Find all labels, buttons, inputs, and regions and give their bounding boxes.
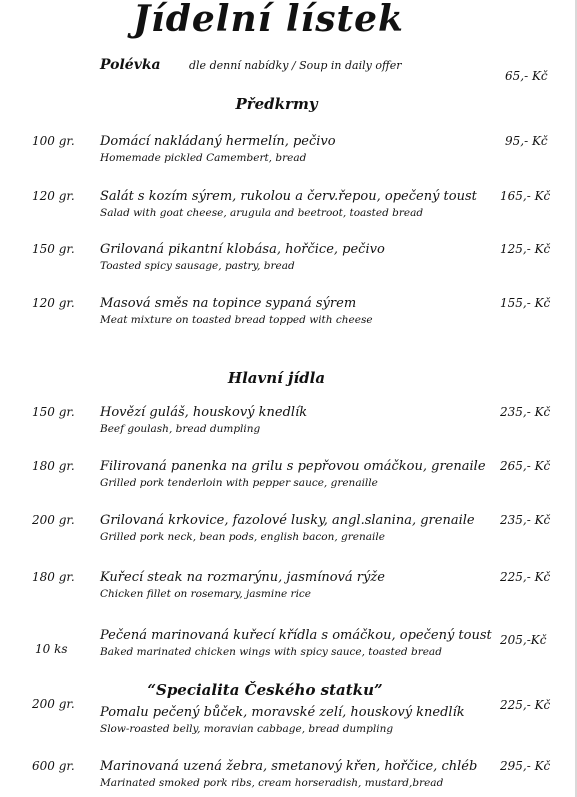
soup-label: Polévka [100, 57, 161, 73]
item-price: 165,- Kč [500, 189, 551, 203]
item-price: 265,- Kč [500, 459, 551, 473]
item-quantity: 180 gr. [32, 459, 75, 473]
item-quantity: 150 gr. [32, 405, 75, 419]
item-name-en: Grilled pork neck, bean pods, english bacon, grenaile [100, 531, 385, 543]
item-quantity: 100 gr. [32, 134, 75, 148]
menu-title: Jídelní lístek [133, 0, 404, 40]
item-name-cz: Masová směs na topince sypaná sýrem [100, 296, 357, 311]
item-price: 155,- Kč [500, 296, 551, 310]
item-name-cz: Salát s kozím sýrem, rukolou a červ.řepou, opečený toust [100, 189, 477, 204]
menu-item [0, 628, 577, 662]
item-quantity: 600 gr. [32, 759, 75, 773]
item-name-cz: Hovězí guláš, houskový knedlík [100, 405, 308, 420]
item-name-en: Chicken fillet on rosemary, jasmine rice [100, 588, 312, 600]
item-name-cz: Pomalu pečený bůček, moravské zelí, houskový knedlík [100, 705, 465, 720]
item-name-cz: Pečená marinovaná kuřecí křídla s omáčkou, opečený toust [100, 628, 492, 643]
item-name-en: Marinated smoked pork ribs, cream horseradish, mustard,bread [100, 777, 444, 789]
item-name-cz: Kuřecí steak na rozmarýnu, jasmínová rýže [100, 570, 385, 585]
item-quantity: 200 gr. [32, 697, 75, 711]
item-quantity: 150 gr. [32, 242, 75, 256]
soup-description: dle denní nabídky / Soup in daily offer [189, 59, 402, 72]
item-name-cz: Filirovaná panenka na grilu s pepřovou omáčkou, grenaile [100, 459, 486, 474]
menu-item [0, 513, 577, 547]
item-quantity: 120 gr. [32, 189, 75, 203]
menu-item [0, 134, 577, 168]
item-price: 295,- Kč [500, 759, 551, 773]
item-name-cz: Grilovaná pikantní klobása, hořčice, pečivo [100, 242, 385, 257]
item-price: 205,-Kč [500, 633, 547, 647]
section-heading-starters: Předkrmy [235, 95, 318, 113]
item-price: 125,- Kč [500, 242, 551, 256]
item-name-en: Toasted spicy sausage, pastry, bread [100, 260, 295, 272]
item-name-en: Beef goulash, bread dumpling [100, 423, 261, 435]
item-name-cz: Domácí nakládaný hermelín, pečivo [100, 134, 336, 149]
item-price: 95,- Kč [505, 134, 548, 148]
soup-price: 65,- Kč [505, 69, 548, 83]
menu-item [0, 759, 577, 793]
menu-item [0, 459, 577, 493]
item-name-en: Baked marinated chicken wings with spicy sauce, toasted bread [100, 646, 442, 658]
section-heading-mains: Hlavní jídla [227, 369, 326, 387]
menu-item [0, 189, 577, 223]
item-price: 225,- Kč [500, 570, 551, 584]
item-price: 225,- Kč [500, 698, 551, 712]
section-heading-specialty: “Specialita Českého statku” [147, 681, 383, 699]
menu-item [0, 242, 577, 276]
item-quantity: 120 gr. [32, 296, 75, 310]
item-name-cz: Grilovaná krkovice, fazolové lusky, angl.slanina, grenaile [100, 513, 475, 528]
item-quantity: 200 gr. [32, 513, 75, 527]
item-name-en: Grilled pork tenderloin with pepper sauce, grenaille [100, 477, 378, 489]
item-name-en: Meat mixture on toasted bread topped with cheese [100, 314, 373, 326]
item-quantity: 10 ks [35, 642, 68, 656]
item-name-en: Slow-roasted belly, moravian cabbage, bread dumpling [100, 723, 394, 735]
item-name-en: Salad with goat cheese, arugula and beetroot, toasted bread [100, 207, 424, 219]
item-name-en: Homemade pickled Camembert, bread [100, 152, 307, 164]
item-price: 235,- Kč [500, 513, 551, 527]
item-name-cz: Marinovaná uzená žebra, smetanový křen, hořčice, chléb [100, 759, 478, 774]
menu-item [0, 405, 577, 439]
menu-item [0, 296, 577, 330]
item-quantity: 180 gr. [32, 570, 75, 584]
menu-item [0, 570, 577, 604]
item-price: 235,- Kč [500, 405, 551, 419]
menu-item [0, 697, 577, 739]
